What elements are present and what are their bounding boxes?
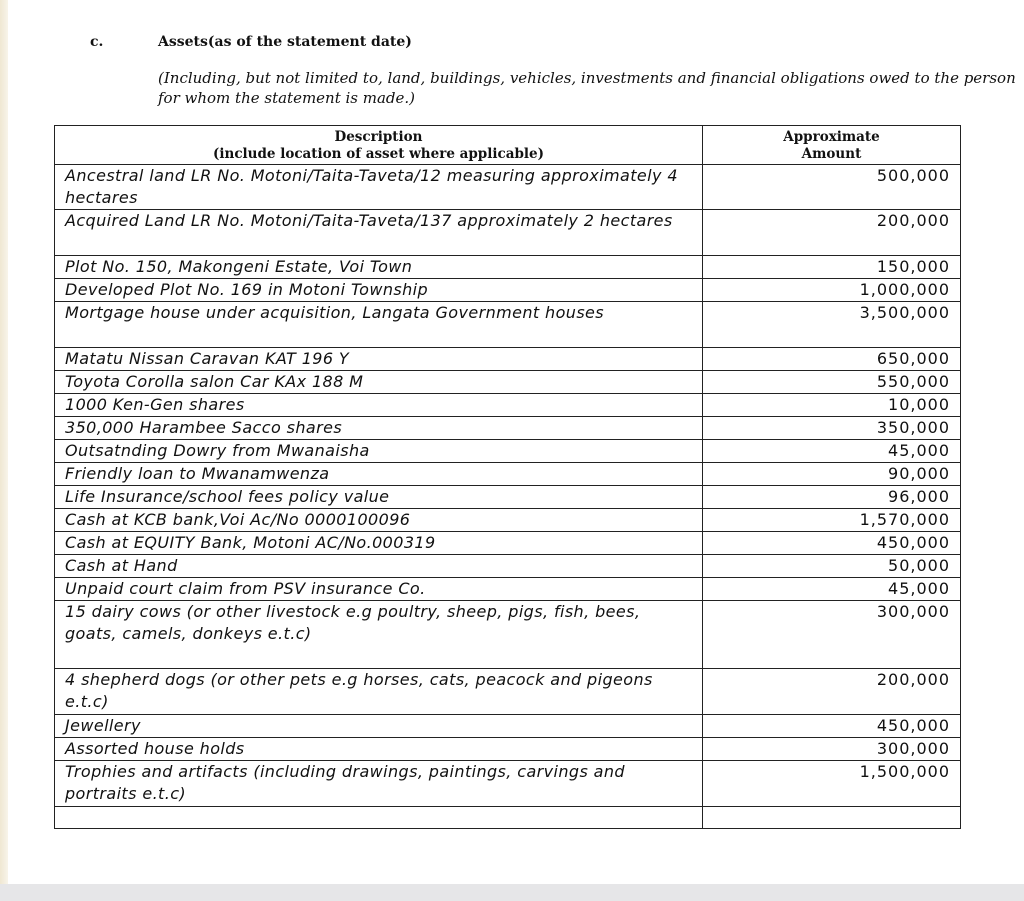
table-row (55, 394, 961, 417)
asset-description: 350,000 Harambee Sacco shares (55, 417, 703, 440)
asset-amount: 1,500,000 (703, 761, 961, 807)
table-row (55, 463, 961, 486)
table-row (55, 532, 961, 555)
asset-description: Ancestral land LR No. Motoni/Taita-Taveta/12 measuring approximately 4 hectares (55, 165, 703, 210)
table-row (55, 279, 961, 302)
asset-amount: 450,000 (703, 715, 961, 738)
amount-header (703, 126, 961, 165)
table-row (55, 371, 961, 394)
asset-amount (703, 807, 961, 829)
asset-amount: 200,000 (703, 210, 961, 256)
asset-amount: 550,000 (703, 371, 961, 394)
table-row (55, 348, 961, 371)
table-header-row (55, 126, 961, 165)
table-row-empty (55, 807, 961, 829)
asset-amount: 200,000 (703, 669, 961, 715)
table-row (55, 256, 961, 279)
table-row (55, 715, 961, 738)
table-row (55, 578, 961, 601)
asset-description: Cash at EQUITY Bank, Motoni AC/No.000319 (55, 532, 703, 555)
asset-description: 15 dairy cows (or other livestock e.g poultry, sheep, pigs, fish, bees, goats, camels, donkeys e.t.c) (55, 601, 703, 669)
amount-header-subtitle: Amount (801, 146, 862, 162)
asset-description: Acquired Land LR No. Motoni/Taita-Taveta/137 approximately 2 hectares (55, 210, 703, 256)
asset-amount: 500,000 (703, 165, 961, 210)
asset-amount: 350,000 (703, 417, 961, 440)
asset-amount: 3,500,000 (703, 302, 961, 348)
description-header (55, 126, 703, 165)
asset-amount: 450,000 (703, 532, 961, 555)
asset-amount: 1,000,000 (703, 279, 961, 302)
bottom-bar (0, 884, 1024, 901)
table-row (55, 738, 961, 761)
asset-description: Cash at KCB bank,Voi Ac/No 0000100096 (55, 509, 703, 532)
asset-description: Life Insurance/school fees policy value (55, 486, 703, 509)
table-row (55, 509, 961, 532)
asset-description: 1000 Ken-Gen shares (55, 394, 703, 417)
assets-table (54, 125, 961, 829)
asset-description (55, 807, 703, 829)
table-row (55, 601, 961, 669)
asset-description: Unpaid court claim from PSV insurance Co. (55, 578, 703, 601)
asset-description: Trophies and artifacts (including drawings, paintings, carvings and portraits e.t.c) (55, 761, 703, 807)
asset-description: Developed Plot No. 169 in Motoni Township (55, 279, 703, 302)
asset-description: Assorted house holds (55, 738, 703, 761)
asset-amount: 50,000 (703, 555, 961, 578)
description-header-title: Description (334, 129, 423, 145)
asset-description: Toyota Corolla salon Car KAx 188 M (55, 371, 703, 394)
table-row (55, 486, 961, 509)
section-note: (Including, but not limited to, land, buildings, vehicles, investments and financial obligations owed to the person for whom the statement is made.) (158, 69, 1016, 107)
table-row (55, 417, 961, 440)
asset-amount: 10,000 (703, 394, 961, 417)
asset-description: Cash at Hand (55, 555, 703, 578)
asset-amount: 45,000 (703, 440, 961, 463)
table-row (55, 669, 961, 715)
asset-amount: 1,570,000 (703, 509, 961, 532)
table-row (55, 555, 961, 578)
description-header-subtitle: (include location of asset where applicable) (212, 146, 544, 162)
asset-description: Jewellery (55, 715, 703, 738)
table-row (55, 302, 961, 348)
asset-description: Matatu Nissan Caravan KAT 196 Y (55, 348, 703, 371)
asset-amount: 150,000 (703, 256, 961, 279)
asset-amount: 300,000 (703, 738, 961, 761)
asset-description: 4 shepherd dogs (or other pets e.g horses, cats, peacock and pigeons e.t.c) (55, 669, 703, 715)
asset-amount: 45,000 (703, 578, 961, 601)
table-row (55, 210, 961, 256)
asset-description: Plot No. 150, Makongeni Estate, Voi Town (55, 256, 703, 279)
asset-description: Mortgage house under acquisition, Langata Government houses (55, 302, 703, 348)
asset-amount: 90,000 (703, 463, 961, 486)
page-left-edge (0, 0, 8, 901)
table-row (55, 761, 961, 807)
section-letter: c. (90, 34, 104, 50)
asset-amount: 96,000 (703, 486, 961, 509)
table-row (55, 165, 961, 210)
asset-amount: 650,000 (703, 348, 961, 371)
asset-description: Outsatnding Dowry from Mwanaisha (55, 440, 703, 463)
amount-header-title: Approximate (783, 129, 880, 145)
table-row (55, 440, 961, 463)
section-title: Assets(as of the statement date) (158, 34, 412, 50)
asset-amount: 300,000 (703, 601, 961, 669)
asset-description: Friendly loan to Mwanamwenza (55, 463, 703, 486)
